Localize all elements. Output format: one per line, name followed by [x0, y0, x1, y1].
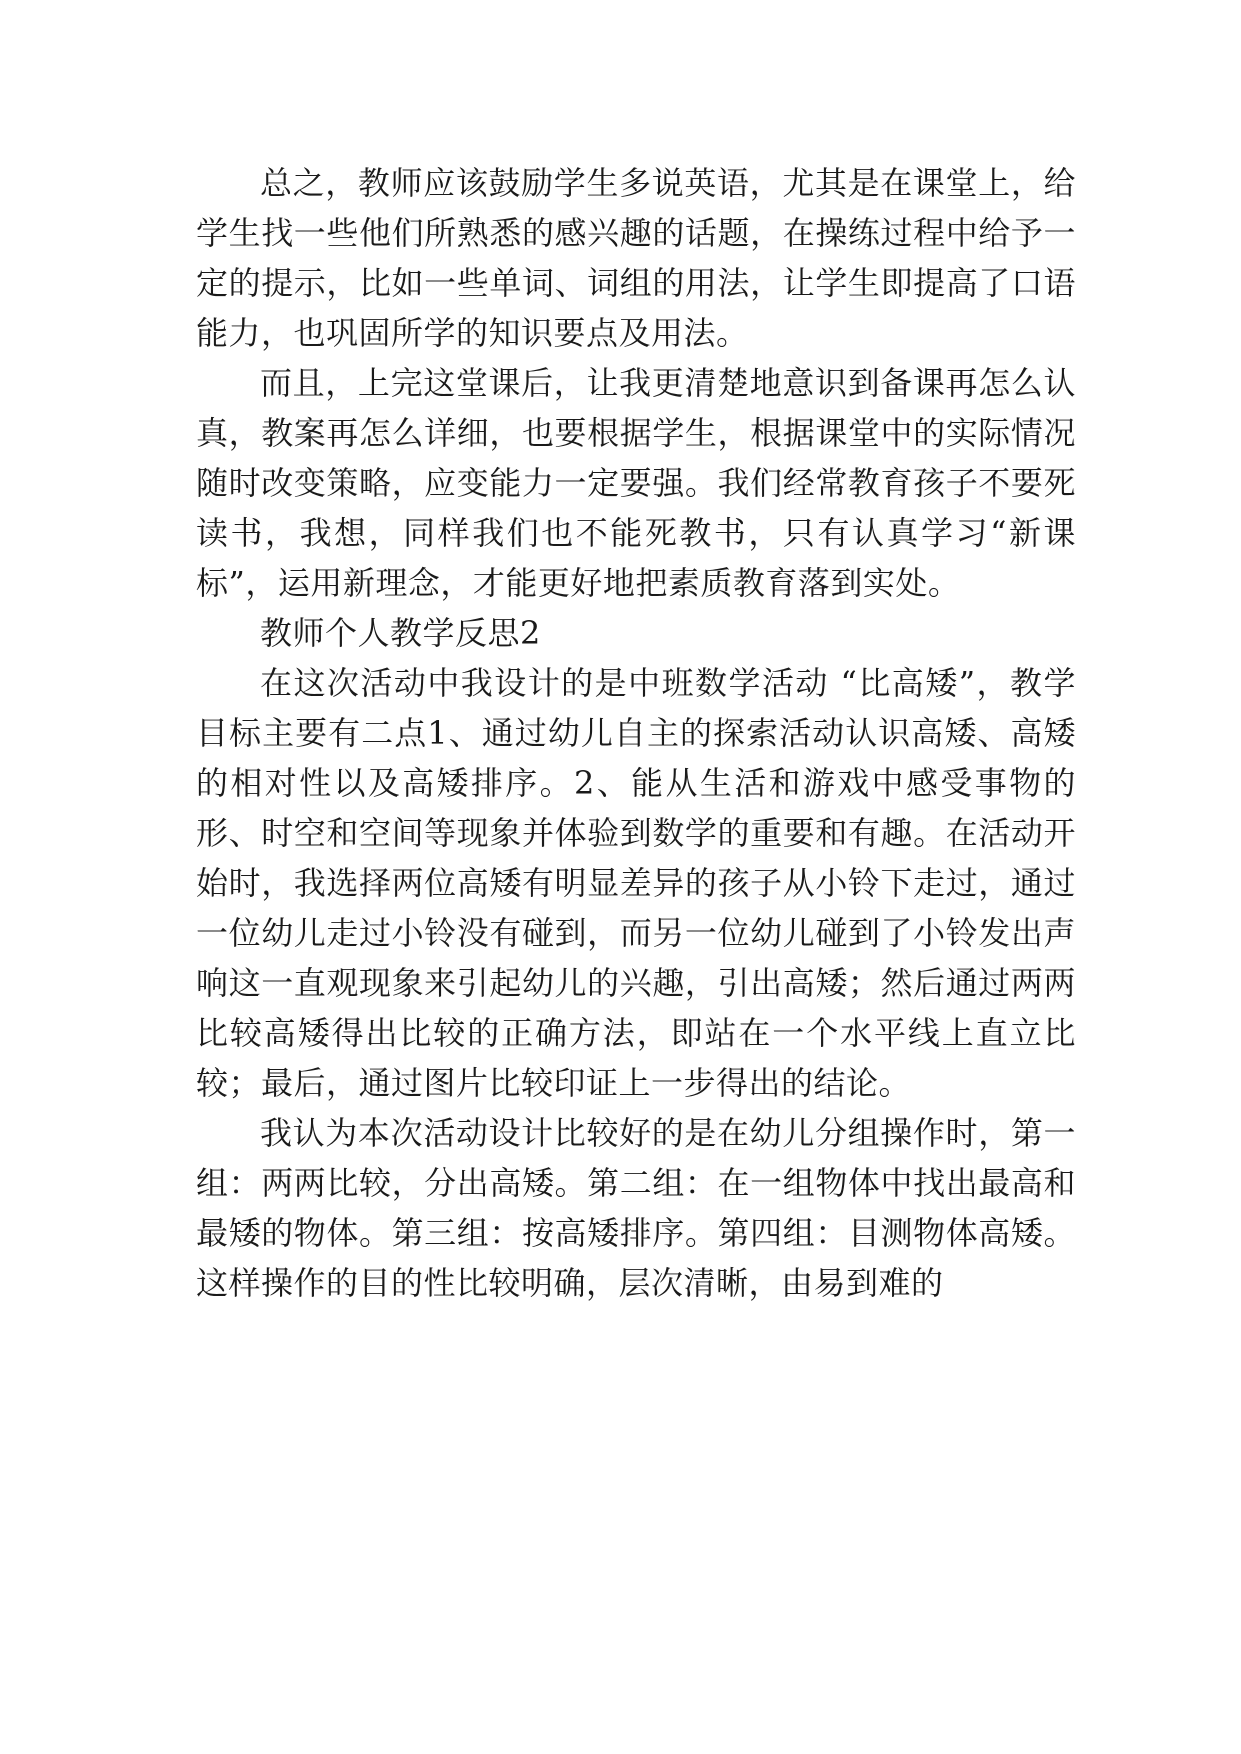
- document-body: [196, 158, 1076, 1308]
- paragraph-summary: 总之，教师应该鼓励学生多说英语，尤其是在课堂上，给学生找一些他们所熟悉的感兴趣的话题，在操练过程中给予一定的提示，比如一些单词、词组的用法，让学生即提高了口语能力，也巩固所学的知识要点及用法。: [196, 164, 1076, 352]
- section-heading: 教师个人教学反思2: [260, 614, 541, 652]
- paragraph-group-operation: 我认为本次活动设计比较好的是在幼儿分组操作时，第一组：两两比较，分出高矮。第二组：在一组物体中找出最高和最矮的物体。第三组：按高矮排序。第四组：目测物体高矮。这样操作的目的性比较明确，层次清晰，由易到难的: [196, 1114, 1076, 1302]
- paragraph-reflection: 而且，上完这堂课后，让我更清楚地意识到备课再怎么认真，教案再怎么详细，也要根据学生，根据课堂中的实际情况随时改变策略，应变能力一定要强。我们经常教育孩子不要死读书，我想，同样我们也不能死教书，只有认真学习“新课标”，运用新理念，才能更好地把素质教育落到实处。: [196, 364, 1076, 602]
- paragraph-activity-design: 在这次活动中我设计的是中班数学活动 “比高矮”，教学目标主要有二点1、通过幼儿自主的探索活动认识高矮、高矮的相对性以及高矮排序。2、能从生活和游戏中感受事物的形、时空和空间等现象并体验到数学的重要和有趣。在活动开始时，我选择两位高矮有明显差异的孩子从小铃下走过，通过一位幼儿走过小铃没有碰到，而另一位幼儿碰到了小铃发出声响这一直观现象来引起幼儿的兴趣，引出高矮；然后通过两两比较高矮得出比较的正确方法，即站在一个水平线上直立比较；最后，通过图片比较印证上一步得出的结论。: [196, 664, 1076, 1102]
